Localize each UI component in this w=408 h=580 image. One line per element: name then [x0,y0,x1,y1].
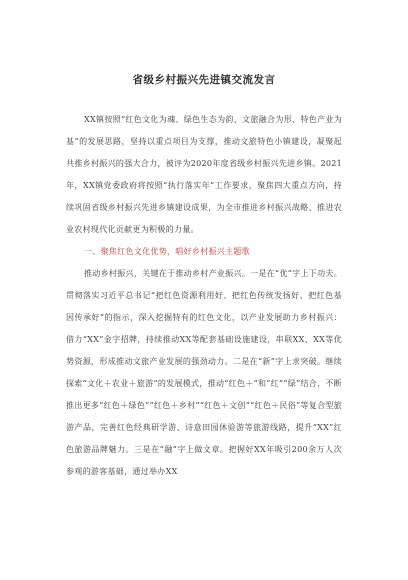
section-1-paragraph: 推动乡村振兴，关键在于推动乡村产业振兴。一是在“优”字上下功夫。贯彻落实习近平总书记“把红色资源利用好、把红色传统发扬好、把红色基因传承好”的指示，深入挖掘特有的红色文化，以产业发展助力乡村振兴：借力“XX”金字招牌，持续推动XX等配套基础设施建设，串联XX、XX等优势资源，形成推动文旅产业发展的强劲动力。二是在“新”字上求突破。继续探索“文化＋农业＋旅游”的发展模式，推动“红色＋”和“红”“绿”结合，不断推出更多“红色＋绿色”“红色＋乡村”“红色＋文创”“红色＋民俗”等复合型旅游产品，完善红色经典研学游、诗意田园休验游等旅游线路，提升“XX”红色旅游品牌魅力。三是在“融”字上做文章。把握好XX年吸引200余万人次参观的游客基础，通过举办XX [66,269,342,476]
document-title: 省级乡村振兴先进镇交流发言 [132,74,276,86]
section-heading-1: 一、聚焦红色文化优势，唱好乡村振兴主题歌 [84,247,250,256]
intro-paragraph: XX镇按照“红色文化为魂、绿色生态为韵、文旅融合为形、特色产业为基”的发展思路，坚持以重点项目为支撑，推动文旅特色小镇建设，凝聚起共推乡村振兴的强大合力，被评为2020年度省级乡村振兴先进乡镇。2021年，XX镇党委政府将按照“执行落实年”工作要求，聚焦四大重点方向，持续巩固省级乡村振兴先进乡镇建设成果，为全市推进乡村振兴战略、推进农业农村现代化贡献更为积极的力量。 [66,115,342,234]
